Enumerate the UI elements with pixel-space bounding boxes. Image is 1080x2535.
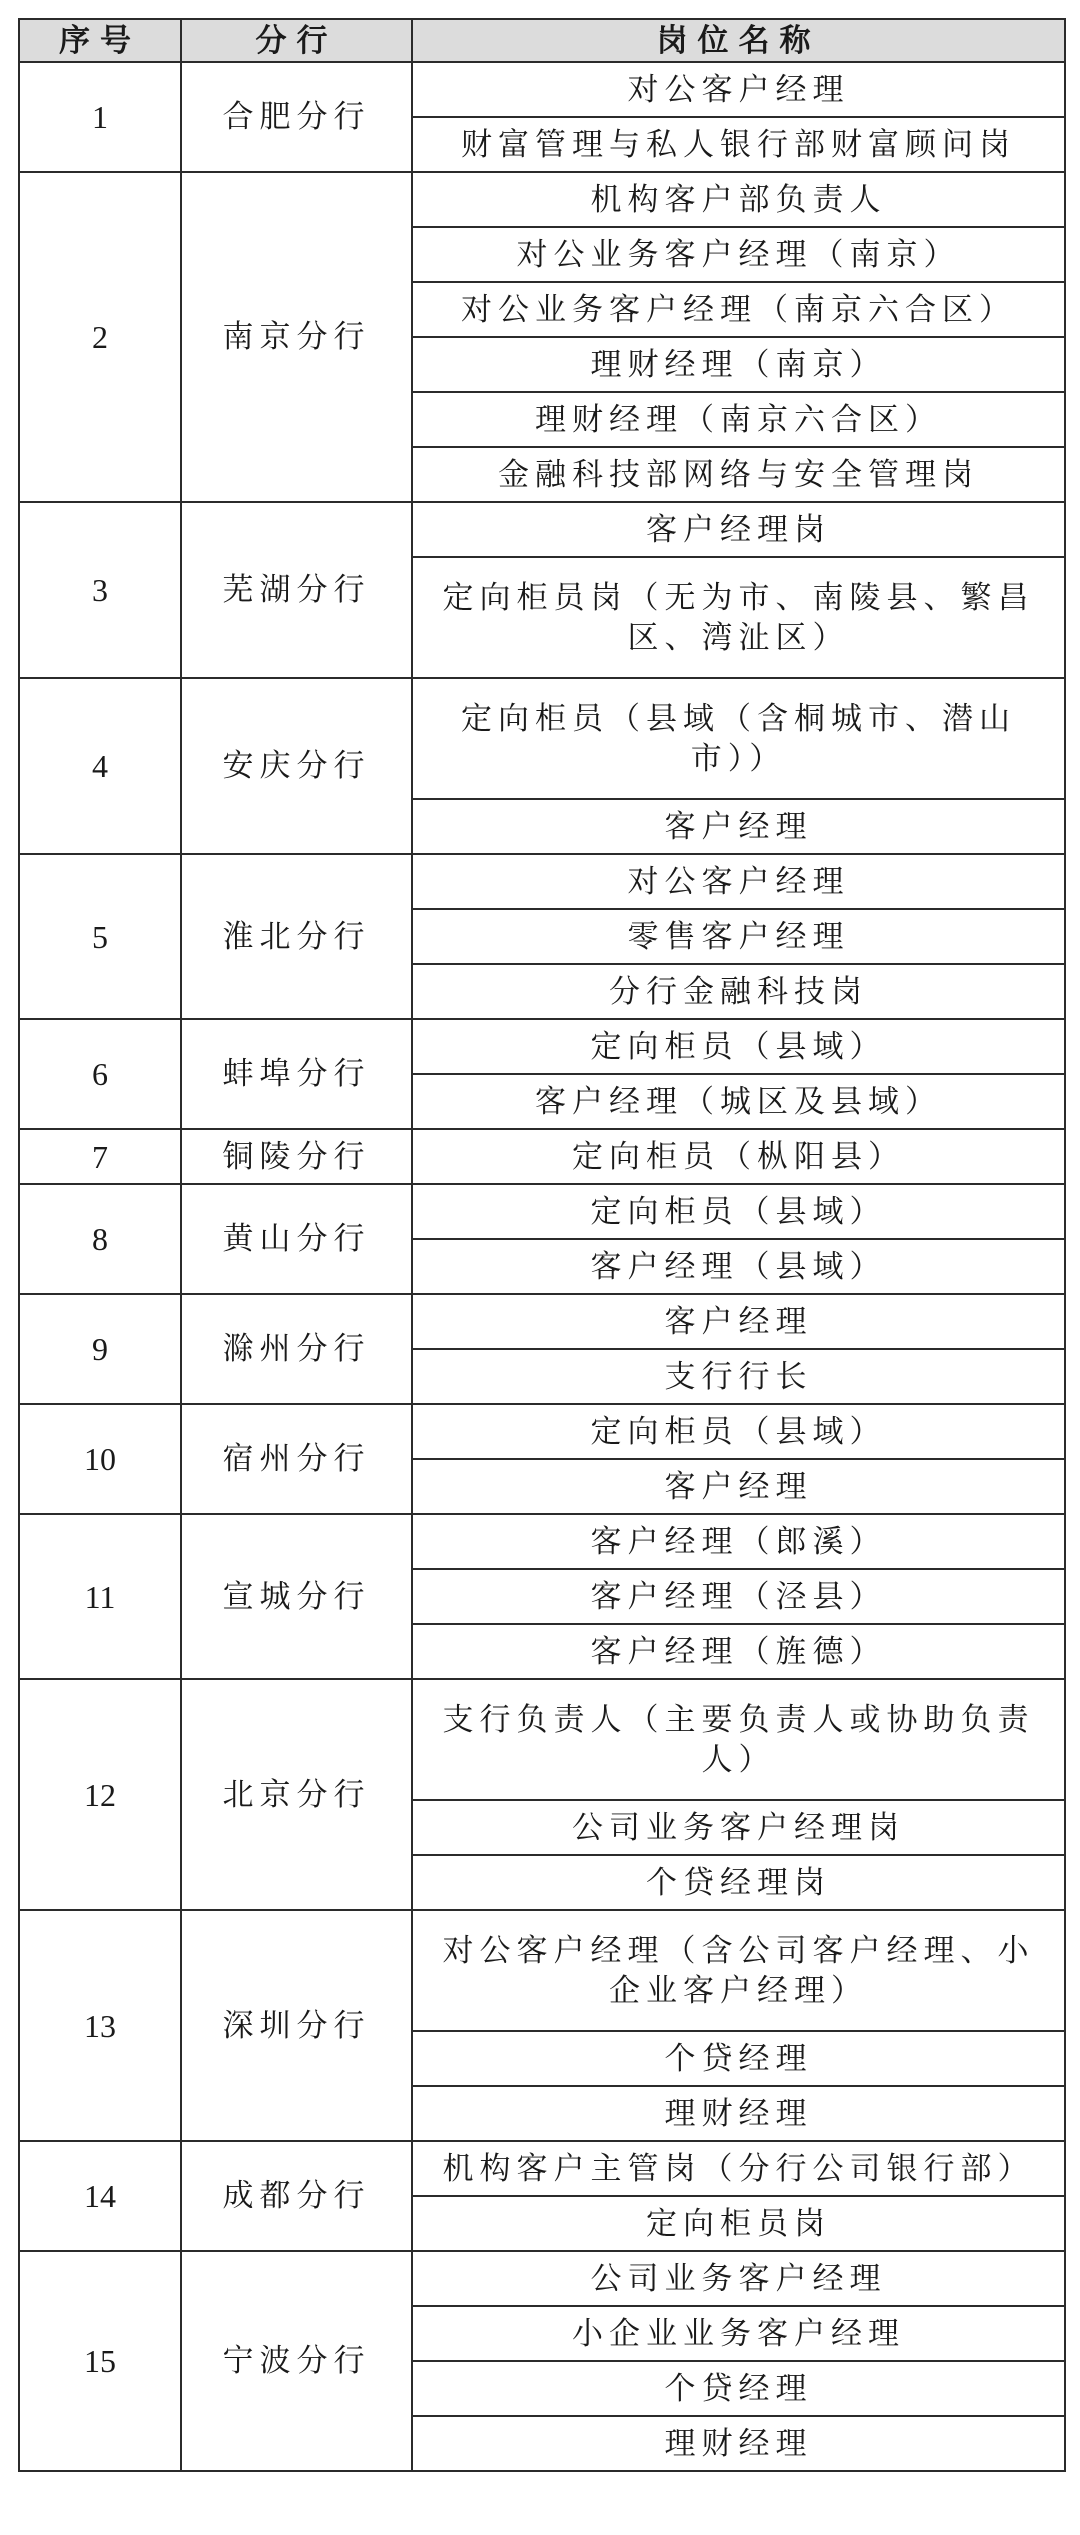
cell-index: 7: [19, 1129, 181, 1184]
cell-index: 4: [19, 678, 181, 854]
table-row: [19, 172, 1065, 227]
cell-index: 2: [19, 172, 181, 502]
cell-position: 客户经理（旌德）: [412, 1624, 1065, 1679]
cell-position: 理财经理（南京）: [412, 337, 1065, 392]
cell-position: 分行金融科技岗: [412, 964, 1065, 1019]
table-row: [19, 62, 1065, 117]
cell-position: 客户经理（泾县）: [412, 1569, 1065, 1624]
cell-position: 小企业业务客户经理: [412, 2306, 1065, 2361]
cell-index: 6: [19, 1019, 181, 1129]
cell-position: 公司业务客户经理岗: [412, 1800, 1065, 1855]
cell-position: 理财经理: [412, 2416, 1065, 2471]
cell-branch: 宁波分行: [181, 2251, 412, 2471]
cell-position: 金融科技部网络与安全管理岗: [412, 447, 1065, 502]
cell-branch: 淮北分行: [181, 854, 412, 1019]
cell-position: 定向柜员岗: [412, 2196, 1065, 2251]
cell-branch: 滁州分行: [181, 1294, 412, 1404]
cell-position: 公司业务客户经理: [412, 2251, 1065, 2306]
cell-branch: 安庆分行: [181, 678, 412, 854]
cell-position: 对公业务客户经理（南京）: [412, 227, 1065, 282]
job-table-container: [18, 18, 1064, 2472]
cell-position: 零售客户经理: [412, 909, 1065, 964]
cell-index: 5: [19, 854, 181, 1019]
cell-position: 机构客户部负责人: [412, 172, 1065, 227]
cell-position: 对公客户经理（含公司客户经理、小企业客户经理）: [412, 1910, 1065, 2031]
cell-index: 1: [19, 62, 181, 172]
cell-index: 13: [19, 1910, 181, 2141]
cell-position: 客户经理: [412, 1459, 1065, 1514]
table-row: [19, 1514, 1065, 1569]
table-row: [19, 1184, 1065, 1239]
cell-position: 定向柜员（枞阳县）: [412, 1129, 1065, 1184]
cell-position: 支行负责人（主要负责人或协助负责人）: [412, 1679, 1065, 1800]
cell-position: 个贷经理: [412, 2031, 1065, 2086]
table-row: [19, 2251, 1065, 2306]
table-row: [19, 502, 1065, 557]
cell-index: 11: [19, 1514, 181, 1679]
job-positions-table: [18, 18, 1066, 2472]
cell-position: 定向柜员（县域）: [412, 1019, 1065, 1074]
cell-position: 理财经理: [412, 2086, 1065, 2141]
header-position: 岗位名称: [412, 19, 1065, 62]
cell-position: 对公客户经理: [412, 854, 1065, 909]
cell-position: 定向柜员（县域）: [412, 1404, 1065, 1459]
cell-branch: 南京分行: [181, 172, 412, 502]
cell-index: 10: [19, 1404, 181, 1514]
cell-position: 个贷经理岗: [412, 1855, 1065, 1910]
table-header: [19, 19, 1065, 62]
cell-index: 9: [19, 1294, 181, 1404]
table-row: [19, 1294, 1065, 1349]
table-body: [19, 62, 1065, 2471]
header-index: 序号: [19, 19, 181, 62]
cell-position: 对公客户经理: [412, 62, 1065, 117]
cell-position: 财富管理与私人银行部财富顾问岗: [412, 117, 1065, 172]
cell-position: 对公业务客户经理（南京六合区）: [412, 282, 1065, 337]
cell-position: 定向柜员（县域（含桐城市、潜山市））: [412, 678, 1065, 799]
table-row: [19, 1679, 1065, 1800]
cell-position: 客户经理（城区及县域）: [412, 1074, 1065, 1129]
cell-position: 客户经理: [412, 799, 1065, 854]
cell-branch: 深圳分行: [181, 1910, 412, 2141]
header-row: [19, 19, 1065, 62]
cell-index: 14: [19, 2141, 181, 2251]
cell-index: 12: [19, 1679, 181, 1910]
table-row: [19, 2141, 1065, 2196]
cell-branch: 铜陵分行: [181, 1129, 412, 1184]
cell-branch: 宣城分行: [181, 1514, 412, 1679]
cell-branch: 合肥分行: [181, 62, 412, 172]
table-row: [19, 1910, 1065, 2031]
cell-branch: 蚌埠分行: [181, 1019, 412, 1129]
table-row: [19, 1129, 1065, 1184]
table-row: [19, 854, 1065, 909]
cell-branch: 黄山分行: [181, 1184, 412, 1294]
table-row: [19, 678, 1065, 799]
cell-branch: 北京分行: [181, 1679, 412, 1910]
cell-position: 客户经理（郎溪）: [412, 1514, 1065, 1569]
cell-index: 8: [19, 1184, 181, 1294]
cell-position: 个贷经理: [412, 2361, 1065, 2416]
cell-position: 支行行长: [412, 1349, 1065, 1404]
table-row: [19, 1019, 1065, 1074]
table-row: [19, 1404, 1065, 1459]
cell-branch: 成都分行: [181, 2141, 412, 2251]
cell-index: 3: [19, 502, 181, 678]
cell-position: 机构客户主管岗（分行公司银行部）: [412, 2141, 1065, 2196]
cell-position: 客户经理: [412, 1294, 1065, 1349]
cell-branch: 芜湖分行: [181, 502, 412, 678]
cell-branch: 宿州分行: [181, 1404, 412, 1514]
cell-position: 客户经理（县域）: [412, 1239, 1065, 1294]
cell-position: 定向柜员岗（无为市、南陵县、繁昌区、湾沚区）: [412, 557, 1065, 678]
cell-index: 15: [19, 2251, 181, 2471]
cell-position: 理财经理（南京六合区）: [412, 392, 1065, 447]
header-branch: 分行: [181, 19, 412, 62]
cell-position: 定向柜员（县域）: [412, 1184, 1065, 1239]
cell-position: 客户经理岗: [412, 502, 1065, 557]
